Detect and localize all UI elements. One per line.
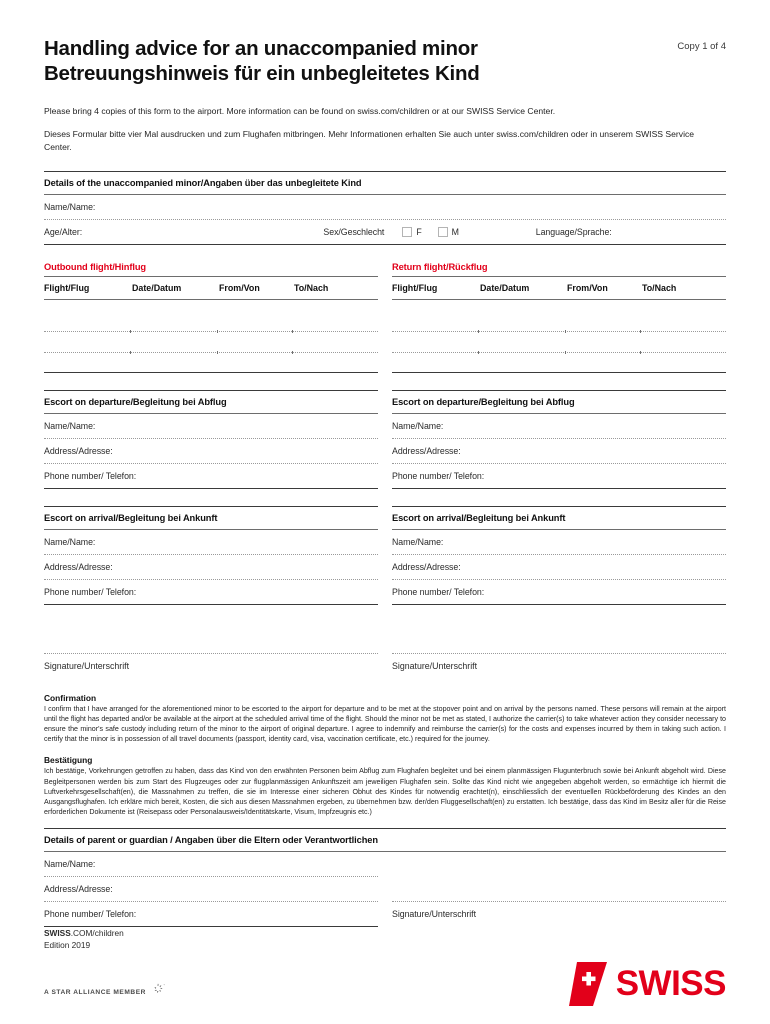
escort-arrival-blocks	[44, 506, 726, 671]
escort-departure-title: Escort on departure/Begleitung bei Abflug	[44, 396, 227, 407]
footer-brand: SWISS	[44, 928, 71, 938]
column-header-flight: Flight/Flug	[392, 282, 438, 293]
escort-dep-address-field[interactable]	[392, 439, 726, 463]
divider-thick	[44, 488, 378, 489]
outbound-column-headers	[44, 277, 378, 299]
star-alliance-icon	[151, 982, 166, 1002]
parent-signature-field[interactable]	[392, 902, 726, 926]
divider-dotted	[44, 876, 378, 877]
table-row[interactable]	[392, 332, 726, 353]
column-header-from: From/Von	[219, 282, 260, 293]
parent-signature-label: Signature/Unterschrift	[392, 909, 476, 920]
divider-thick	[44, 244, 726, 245]
escort-arrival-title: Escort on arrival/Begleitung bei Ankunft	[392, 512, 566, 523]
return-column-headers	[392, 277, 726, 299]
parent-section-title: Details of parent or guardian / Angaben über die Eltern oder Verantwortlichen	[44, 835, 378, 846]
minor-age-field[interactable]	[44, 227, 321, 237]
escort-arr-phone-field[interactable]	[392, 580, 726, 604]
escort-name-label: Name/Name:	[44, 536, 96, 547]
divider-thick	[392, 372, 726, 373]
table-row-spacer	[44, 353, 378, 372]
legal-block	[44, 693, 726, 818]
page-header	[44, 36, 726, 86]
minor-name-label: Name/Name:	[44, 201, 96, 212]
minor-sex-group	[323, 227, 459, 237]
swiss-wordmark: SWISS	[615, 964, 726, 1003]
escort-phone-label: Phone number/ Telefon:	[392, 586, 485, 597]
intro-text-de: Dieses Formular bitte vier Mal ausdrucken und zum Flughafen mitbringen. Mehr Informationen erhalten Sie auch unter swiss.com/children oder in unserem SWISS Service Center.	[44, 128, 695, 152]
flight-tables	[44, 262, 726, 373]
section-minor-details	[44, 171, 726, 245]
escort-signature-label: Signature/Unterschrift	[44, 660, 130, 671]
parent-address-label: Address/Adresse:	[44, 884, 113, 895]
escort-arr-address-field[interactable]	[44, 555, 378, 579]
page-title-en: Handling advice for an unaccompanied minor	[44, 37, 478, 60]
intro-text-en: Please bring 4 copies of this form to the airport. More information can be found on swiss.com/children or at our SWISS Service Center.	[44, 106, 556, 116]
minor-language-field[interactable]	[536, 227, 612, 237]
escort-address-label: Address/Adresse:	[44, 561, 113, 572]
escort-departure-return	[392, 390, 726, 489]
page-title-de: Betreuungshinweis für ein unbegleitetes Kind	[44, 62, 480, 85]
outbound-flight-title: Outbound flight/Hinflug	[44, 261, 146, 272]
bestaetigung-title: Bestätigung	[44, 755, 93, 766]
escort-dep-name-field[interactable]	[44, 414, 378, 438]
column-header-to: To/Nach	[642, 282, 677, 293]
swiss-tailfin-icon	[563, 962, 609, 1006]
column-header-to: To/Nach	[294, 282, 329, 293]
escort-name-label: Name/Name:	[392, 420, 444, 431]
return-rows	[392, 300, 726, 372]
parent-phone-signature-row	[44, 902, 726, 926]
escort-departure-title: Escort on departure/Begleitung bei Abflug	[392, 396, 575, 407]
column-header-date: Date/Datum	[480, 282, 530, 293]
confirmation-title: Confirmation	[44, 692, 97, 703]
bestaetigung-body: Ich bestätige, Vorkehrungen getroffen zu haben, dass das Kind von den erwähnten Personen beim Abflug zum Flughafen begleitet und bei einem planmässigen Flugunterbruch sowie bei Ankunft abgeholt wird. Diese Begleitpersonen werden bis zum Start des Flugzeuges oder zur flugplanmässigen Ankunftszeit am jeweiligen Flughafen sein. Sollte das Kind nicht wie angegeben abgeholt werden, so ermächtige ich hiermit die Luftverkehrsgesellschaft(en), die Massnahmen zu treffen, die sie im Interesse einer sicheren Obhut des Kindes für notwendig erachtet(n), einschliesslich der eventuellen Rückbeförderung des Kindes an den Ausgangsflughafen. Ich erkläre mich bereit, Kosten, die sich aus diesen Massnahmen ergeben, zu übernehmen bzw. der/den Fluggesellschaft(en) zu erstatten. Ich bestätige, dass das Kind im Besitz aller für die Reise erforderlichen Dokumente ist (Reisepass oder Personalausweis/Identitätskarte, Visum, Impfzeugnis etc.)	[44, 767, 726, 817]
divider-thick	[44, 372, 378, 373]
table-row[interactable]	[44, 332, 378, 353]
escort-arr-name-field[interactable]	[392, 530, 726, 554]
escort-arrival-title: Escort on arrival/Begleitung bei Ankunft	[44, 512, 218, 523]
minor-sex-male-label: M	[451, 226, 459, 237]
title-block	[44, 36, 480, 86]
escort-departure-outbound	[44, 390, 378, 489]
checkbox-female[interactable]	[402, 227, 412, 237]
escort-arr-address-field[interactable]	[392, 555, 726, 579]
escort-arrival-return	[392, 506, 726, 671]
minor-name-field[interactable]	[44, 195, 726, 219]
parent-address-field[interactable]	[44, 877, 726, 901]
escort-phone-label: Phone number/ Telefon:	[44, 470, 137, 481]
star-alliance-label: A STAR ALLIANCE MEMBER	[44, 988, 146, 996]
escort-address-label: Address/Adresse:	[44, 445, 113, 456]
return-flight-title: Return flight/Rückflug	[392, 261, 488, 272]
escort-dep-phone-field[interactable]	[392, 464, 726, 488]
table-row[interactable]	[44, 311, 378, 332]
table-row-spacer	[392, 353, 726, 372]
outbound-rows	[44, 300, 378, 372]
outbound-flight-table	[44, 262, 378, 373]
escort-dep-phone-field[interactable]	[44, 464, 378, 488]
section-parent-guardian	[44, 828, 726, 927]
table-row[interactable]	[392, 311, 726, 332]
escort-signature-label: Signature/Unterschrift	[392, 660, 478, 671]
copy-count-label: Copy 1 of 4	[677, 41, 726, 52]
divider-spacer	[392, 876, 726, 877]
minor-sex-female-label: F	[416, 226, 422, 237]
return-flight-table	[392, 262, 726, 373]
minor-section-title: Details of the unaccompanied minor/Angaben über das unbegleitete Kind	[44, 177, 362, 188]
minor-age-sex-language-row	[44, 220, 726, 244]
escort-phone-label: Phone number/ Telefon:	[392, 470, 485, 481]
intro-block	[44, 105, 726, 155]
escort-dep-address-field[interactable]	[44, 439, 378, 463]
page-footer	[44, 928, 726, 1024]
escort-arrival-outbound	[44, 506, 378, 671]
escort-phone-label: Phone number/ Telefon:	[44, 586, 137, 597]
signature-space[interactable]	[44, 605, 378, 653]
column-header-from: From/Von	[567, 282, 608, 293]
parent-name-label: Name/Name:	[44, 859, 96, 870]
divider-thick	[392, 488, 726, 489]
footer-edition: Edition 2019	[44, 939, 91, 950]
swiss-logo	[563, 962, 726, 1006]
footer-site-path: .COM/children	[70, 928, 124, 938]
escort-arr-name-field[interactable]	[44, 530, 378, 554]
escort-name-label: Name/Name:	[44, 420, 96, 431]
escort-address-label: Address/Adresse:	[392, 445, 461, 456]
parent-phone-field[interactable]	[44, 902, 378, 926]
escort-address-label: Address/Adresse:	[392, 561, 461, 572]
checkbox-male[interactable]	[438, 227, 448, 237]
column-header-flight: Flight/Flug	[44, 282, 90, 293]
confirmation-body: I confirm that I have arranged for the aforementioned minor to be escorted to the airport for departure and to be met at the stopover point and on arrival by the persons named. These persons will remain at the airport until the flight has departed and/or be available at the airport at the scheduled arrival time of the flight. Should the minor not be met as stated, I authorize the carrier(s) to take whatever action they consider necessary to ensure the minor's safe custody including return of the minor to the airport of original departure. I agree to indemnify and reimburse the carrier(s) for the costs and expenses incurred by them in taking such action. I certify that the minor is in possession of all travel documents (passport, identity card, visa, vaccination certificate, etc.) required for the journey.	[44, 704, 726, 744]
escort-departure-blocks	[44, 390, 726, 489]
minor-age-label: Age/Alter:	[44, 226, 83, 237]
minor-sex-label: Sex/Geschlecht	[323, 226, 385, 237]
parent-name-field[interactable]	[44, 852, 726, 876]
escort-name-label: Name/Name:	[392, 536, 444, 547]
footer-site-line	[44, 928, 726, 940]
star-alliance-block	[44, 982, 166, 1002]
escort-arr-phone-field[interactable]	[44, 580, 378, 604]
minor-language-label: Language/Sprache:	[535, 226, 612, 237]
escort-dep-name-field[interactable]	[392, 414, 726, 438]
parent-phone-label: Phone number/ Telefon:	[44, 909, 137, 920]
signature-space[interactable]	[392, 605, 726, 653]
column-header-date: Date/Datum	[132, 282, 182, 293]
